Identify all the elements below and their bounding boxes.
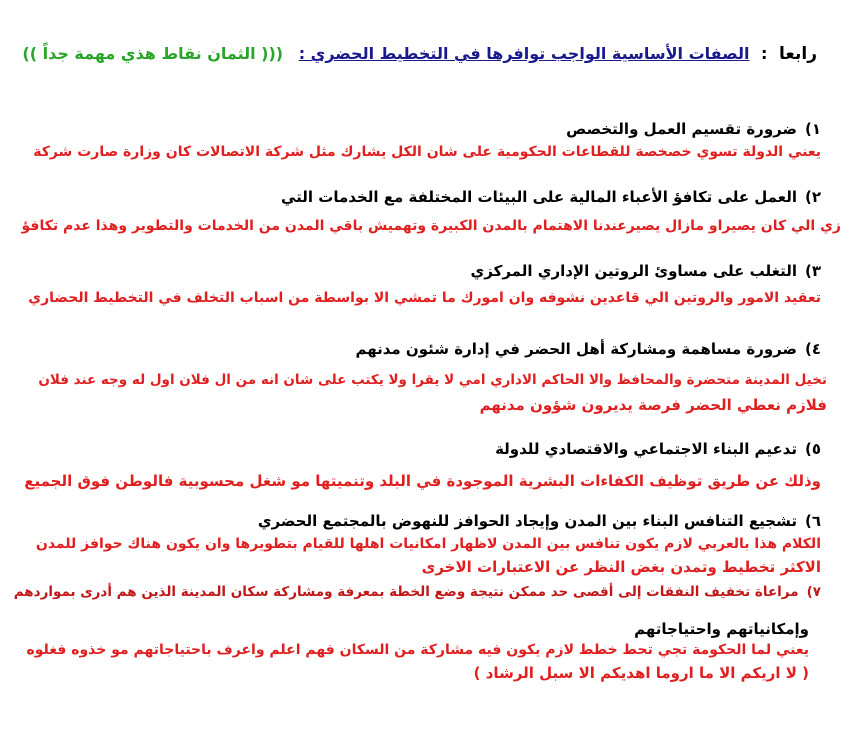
point-2-title-text: العمل على تكافؤ الأعباء المالية على البيئات المختلفة مع الخدمات التي bbox=[281, 188, 797, 206]
point-7-line-1: يعني لما الحكومة تجي تحط خطط لازم يكون فيه مشاركة من السكان فهم اعلم واعرف باحتياجاتهم مو خذوه فغلوه bbox=[26, 642, 809, 658]
point-4-number: ٤) bbox=[804, 340, 821, 358]
point-7-title-text: مراعاة تخفيف النفقات إلى أقصى حد ممكن نتيجة وضع الخطة بمعرفة ومشاركة سكان المدينة الذين هم أدرى بمواردهم bbox=[13, 584, 799, 600]
point-6-title-text: تشجيع التنافس البناء بين المدن وإيجاد الحوافز للنهوض بالمجتمع الحضري bbox=[257, 512, 797, 530]
point-4-line-1: تخيل المدينة متحضرة والمحافظ والا الحاكم الاداري امي لا يقرا ولا يكتب على شان انه من ال فلان اول له وجه عند فلان bbox=[38, 372, 827, 388]
point-5-title bbox=[495, 440, 821, 458]
heading-colon: : bbox=[761, 44, 768, 63]
point-6-title bbox=[258, 512, 821, 530]
point-1-number: ١) bbox=[804, 120, 821, 138]
point-6-line-2: الاكثر تخطيط وتمدن بغض النظر عن الاعتبارات الاخرى bbox=[421, 558, 821, 576]
point-5-line-1: وذلك عن طريق توظيف الكفاءات البشرية الموجودة في البلد وتنميتها مو شغل محسوبية فالوطن فوق الجميع bbox=[24, 472, 821, 490]
point-3-title bbox=[471, 262, 821, 280]
heading-note: ((( الثمان نقاط هذي مهمة جداً )) bbox=[22, 44, 284, 63]
point-2-line-1: زي الي كان يصيراو مازال يصيرعندنا الاهتمام بالمدن الكبيرة وتهميش باقي المدن من الخدمات والتطوير وهذا عدم تكافؤ bbox=[21, 218, 841, 234]
point-4-title bbox=[355, 340, 821, 358]
heading-main: الصفات الأساسية الواجب توافرها في التخطيط الحضري : bbox=[298, 44, 750, 63]
point-1-line-1: يعني الدولة تسوي خصخصة للقطاعات الحكومية على شان الكل يشارك مثل شركة الاتصالات كان وزارة صارت شركة bbox=[33, 144, 821, 160]
point-3-line-1: تعقيد الامور والروتين الي قاعدين نشوفه وان امورك ما تمشي الا بواسطة من اسباب التخلف في التخطيط الحضاري bbox=[28, 290, 821, 306]
point-7-number: ٧) bbox=[806, 584, 821, 600]
point-7-line-2: ( لا اريكم الا ما اروما اهديكم الا سبل الرشاد ) bbox=[473, 664, 809, 682]
heading-label: رابعا bbox=[779, 44, 817, 64]
point-1-title-text: ضرورة تقسيم العمل والتخصص bbox=[566, 120, 797, 138]
point-6-number: ٦) bbox=[804, 512, 821, 530]
point-5-number: ٥) bbox=[804, 440, 821, 458]
point-2-number: ٢) bbox=[804, 188, 821, 206]
point-1-title bbox=[566, 120, 821, 138]
point-4-line-2: فلازم نعطي الحضر فرصة يديرون شؤون مدنهم bbox=[479, 396, 827, 414]
point-2-title bbox=[281, 188, 821, 206]
point-7-title-continued: وإمكانياتهم واحتياجاتهم bbox=[634, 620, 809, 638]
point-5-title-text: تدعيم البناء الاجتماعي والاقتصادي للدولة bbox=[495, 440, 797, 458]
point-6-line-1: الكلام هذا بالعربي لازم يكون تنافس بين المدن لاظهار امكانيات اهلها للقيام بتطويرها وان يكون هناك حوافز للمدن bbox=[35, 536, 821, 552]
section-heading bbox=[22, 44, 817, 64]
point-3-number: ٣) bbox=[804, 262, 821, 280]
point-7-title bbox=[14, 584, 821, 600]
point-4-title-text: ضرورة مساهمة ومشاركة أهل الحضر في إدارة شئون مدنهم bbox=[355, 340, 797, 358]
point-3-title-text: التغلب على مساوئ الروتين الإداري المركزي bbox=[470, 262, 797, 280]
